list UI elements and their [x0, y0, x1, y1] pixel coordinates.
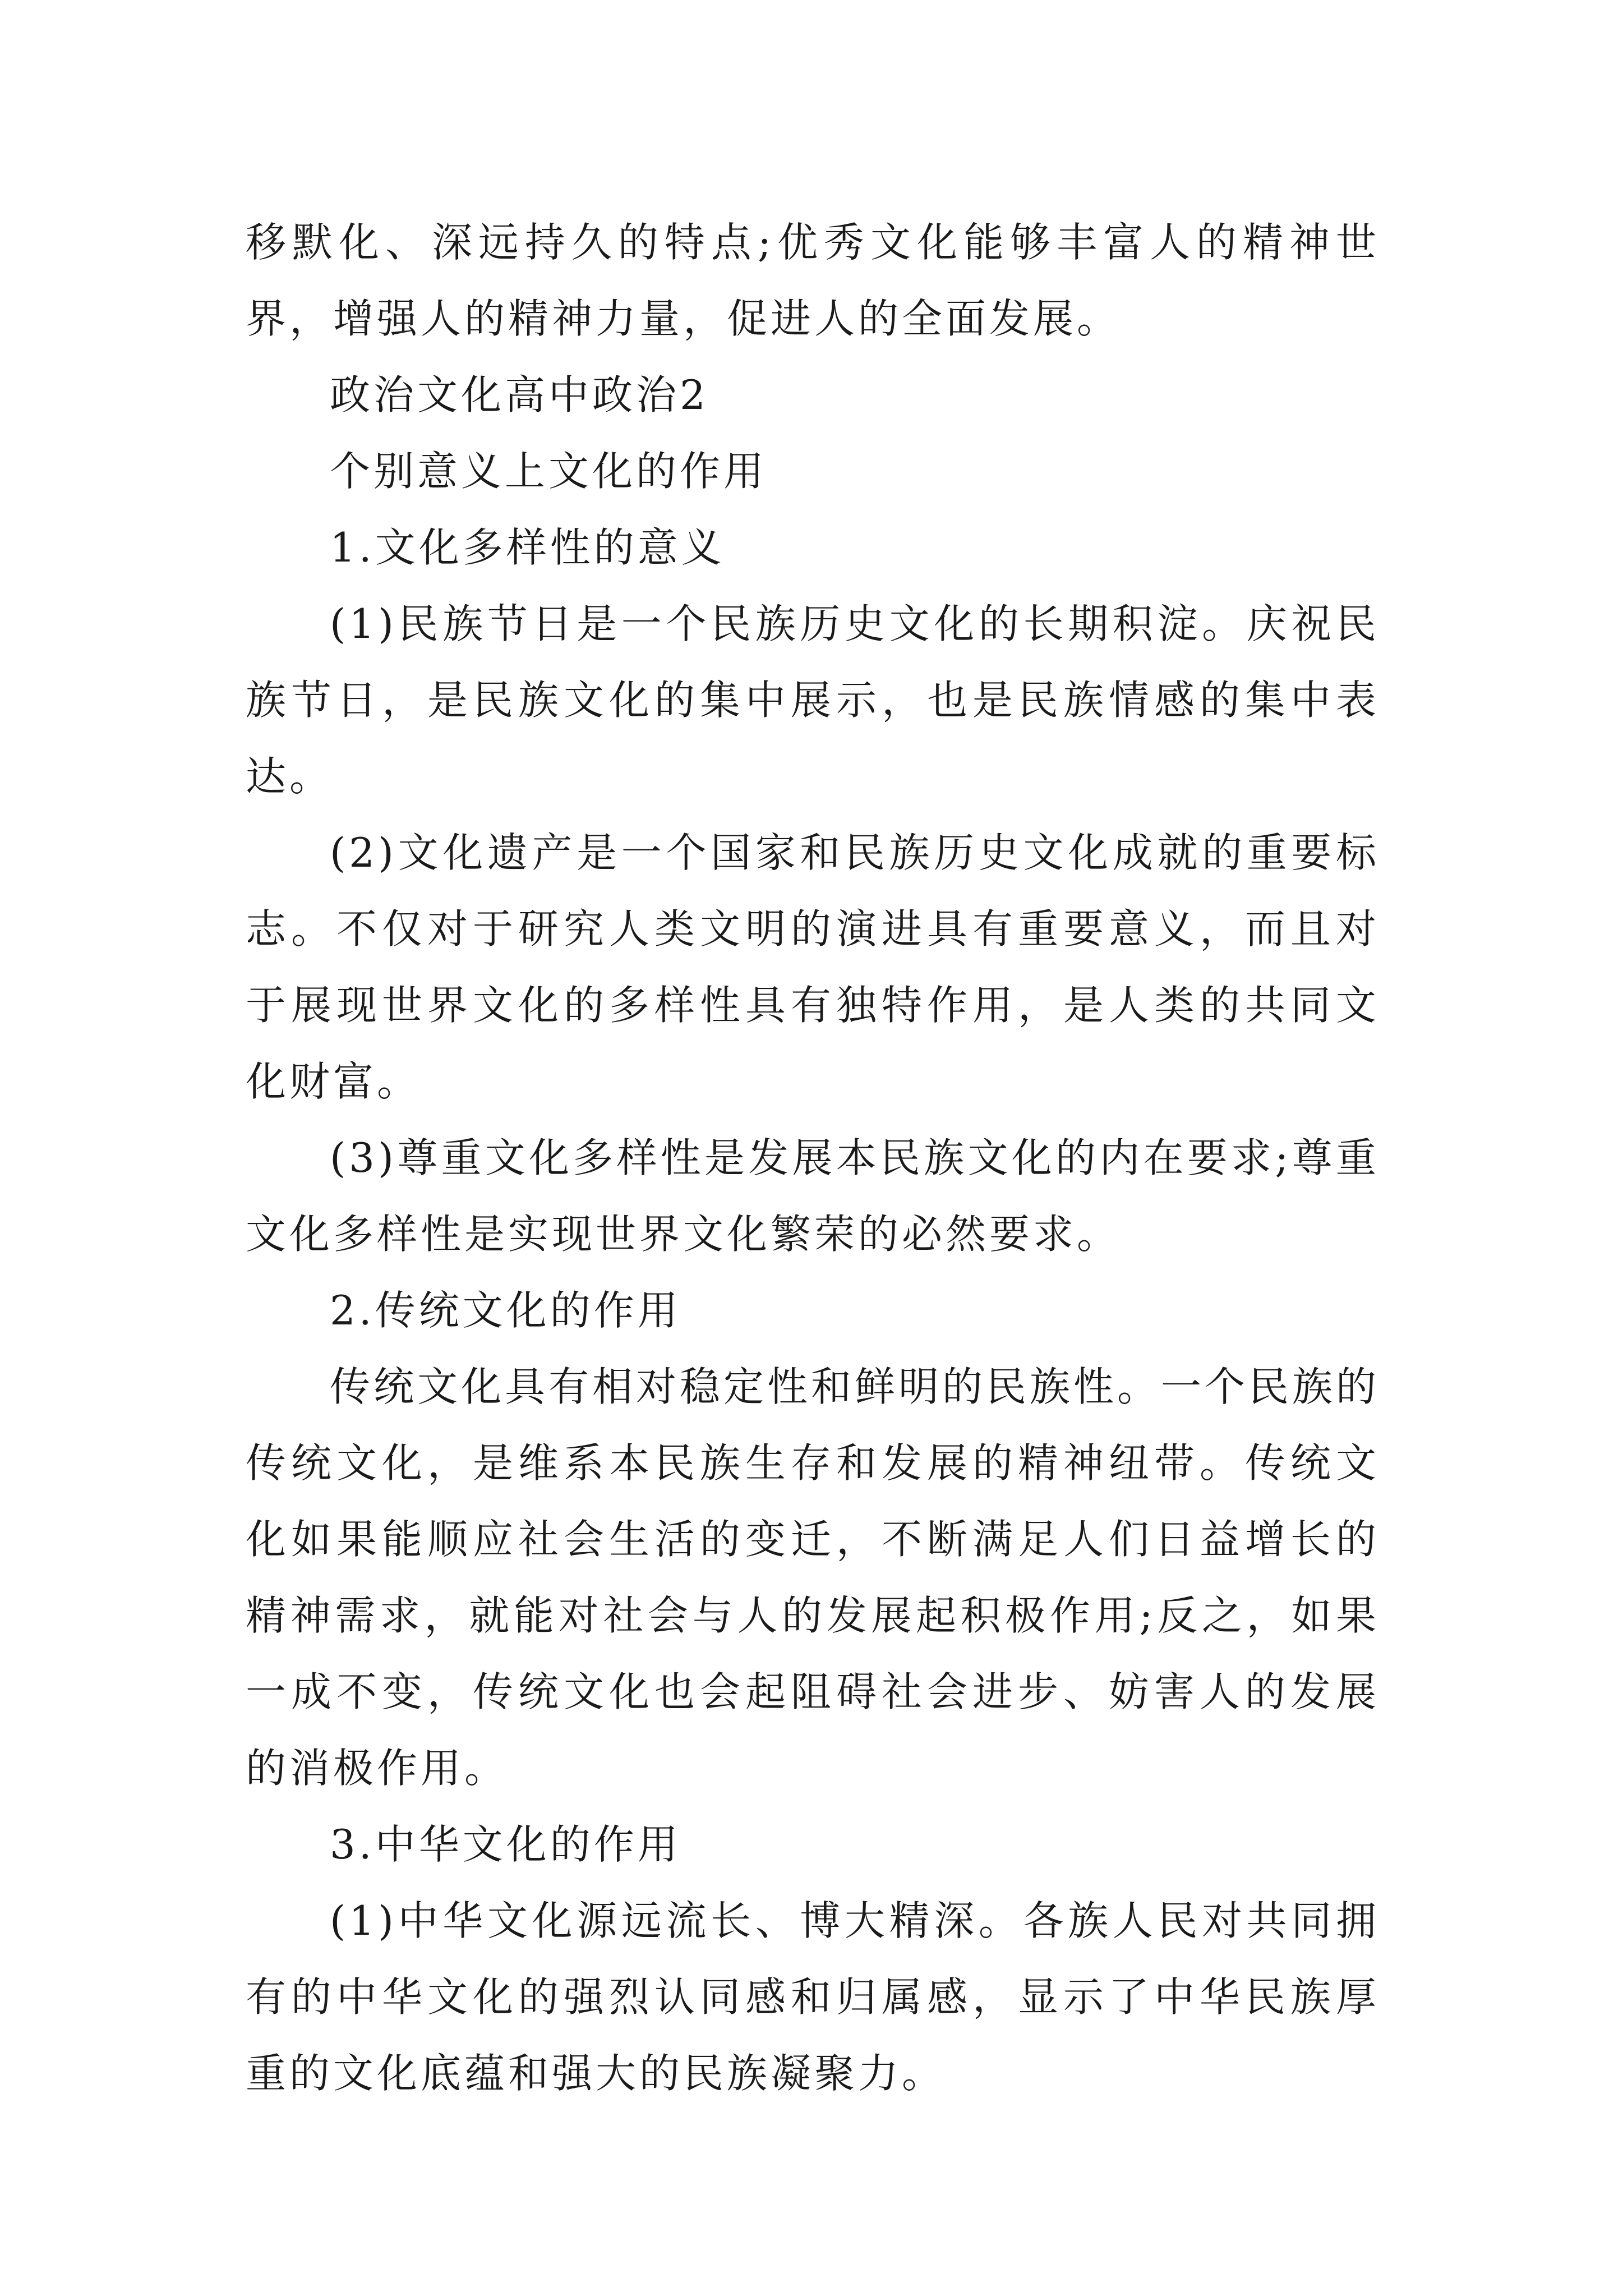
paragraph-chinese-culture: (1)中华文化源远流长、博大精深。各族人民对共同拥有的中华文化的强烈认同感和归属感，显示了中华民族厚重的文化底蕴和强大的民族凝聚力。	[246, 1897, 1380, 2097]
section-title: 政治文化高中政治2	[330, 371, 709, 418]
paragraph-festivals: (1)民族节日是一个民族历史文化的长期积淀。庆祝民族节日，是民族文化的集中展示，也是民族情感的集中表达。	[246, 600, 1380, 800]
paragraph-heritage: (2)文化遗产是一个国家和民族历史文化成就的重要标志。不仅对于研究人类文明的演进具有重要意义，而且对于展现世界文化的多样性具有独特作用，是人类的共同文化财富。	[246, 829, 1380, 1105]
heading-traditional-culture: 2.传统文化的作用	[330, 1287, 681, 1334]
subsection-title: 个别意义上文化的作用	[330, 448, 768, 495]
paragraph-respect-diversity: (3)尊重文化多样性是发展本民族文化的内在要求;尊重文化多样性是实现世界文化繁荣的必然要求。	[246, 1134, 1380, 1258]
paragraph-continuation: 移默化、深远持久的特点;优秀文化能够丰富人的精神世界，增强人的精神力量，促进人的全面发展。	[246, 219, 1380, 342]
heading-chinese-culture: 3.中华文化的作用	[330, 1821, 681, 1868]
document-body	[246, 204, 1380, 2111]
heading-cultural-diversity: 1.文化多样性的意义	[330, 524, 725, 571]
paragraph-traditional-culture: 传统文化具有相对稳定性和鲜明的民族性。一个民族的传统文化，是维系本民族生存和发展的精神纽带。传统文化如果能顺应社会生活的变迁，不断满足人们日益增长的精神需求，就能对社会与人的发展起积极作用;反之，如果一成不变，传统文化也会起阻碍社会进步、妨害人的发展的消极作用。	[246, 1363, 1380, 1792]
